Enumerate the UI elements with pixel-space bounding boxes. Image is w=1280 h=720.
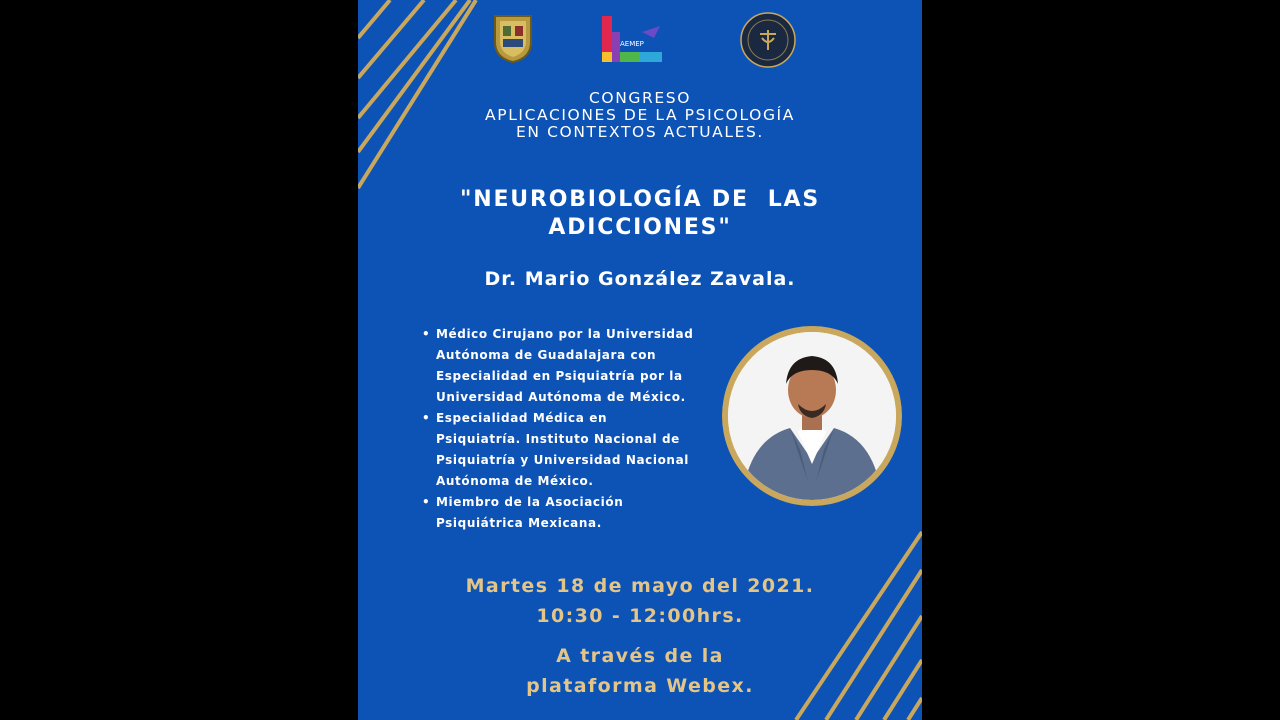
bio-item [422,408,722,492]
speaker-portrait-illustration [728,332,896,500]
bio-line: Especialidad en Psiquiatría por la [436,369,683,383]
speaker-bio-list [422,324,722,534]
platform-line-1: A través de la [556,645,724,667]
event-line-3: EN CONTEXTOS ACTUALES. [516,123,764,141]
bio-line: Psiquiatría. Instituto Nacional de [436,432,680,446]
bio-line: Psiquiátrica Mexicana. [436,516,602,530]
bio-line: Miembro de la Asociación [436,495,624,509]
bullet-icon: • [422,495,431,509]
university-crest-logo [492,12,534,64]
event-line-1: CONGRESO [588,89,692,107]
bio-line: Autónoma de México. [436,474,594,488]
bio-line: Médico Cirujano por la Universidad [436,327,694,341]
platform-line-2: plataforma Webex. [526,675,754,697]
bullet-icon: • [422,327,431,341]
speaker-photo [728,332,896,500]
bio-line: Universidad Autónoma de México. [436,390,686,404]
event-poster [358,0,922,720]
bio-item [422,492,722,534]
talk-title-line-1: "NEUROBIOLOGÍA DE LAS [459,187,821,212]
bio-line: Autónoma de Guadalajara con [436,348,657,362]
colorful-l-logo [600,14,670,64]
round-seal-logo [740,12,796,68]
speaker-name: Dr. Mario González Zavala. [484,268,796,290]
event-name [358,90,922,141]
talk-title-line-2: ADICCIONES" [548,215,732,240]
bio-item [422,324,722,408]
bio-line: Especialidad Médica en [436,411,608,425]
event-platform [358,641,922,701]
event-line-2: APLICACIONES DE LA PSICOLOGÍA [485,106,795,124]
event-date: Martes 18 de mayo del 2021. [465,575,815,597]
bio-line: Psiquiatría y Universidad Nacional [436,453,689,467]
speaker-photo-frame [722,326,902,506]
event-time: 10:30 - 12:00hrs. [536,605,744,627]
bullet-icon: • [422,411,431,425]
event-schedule [358,571,922,631]
talk-title [358,186,922,242]
colorful-l-logo-text: AEMEP [620,40,644,48]
